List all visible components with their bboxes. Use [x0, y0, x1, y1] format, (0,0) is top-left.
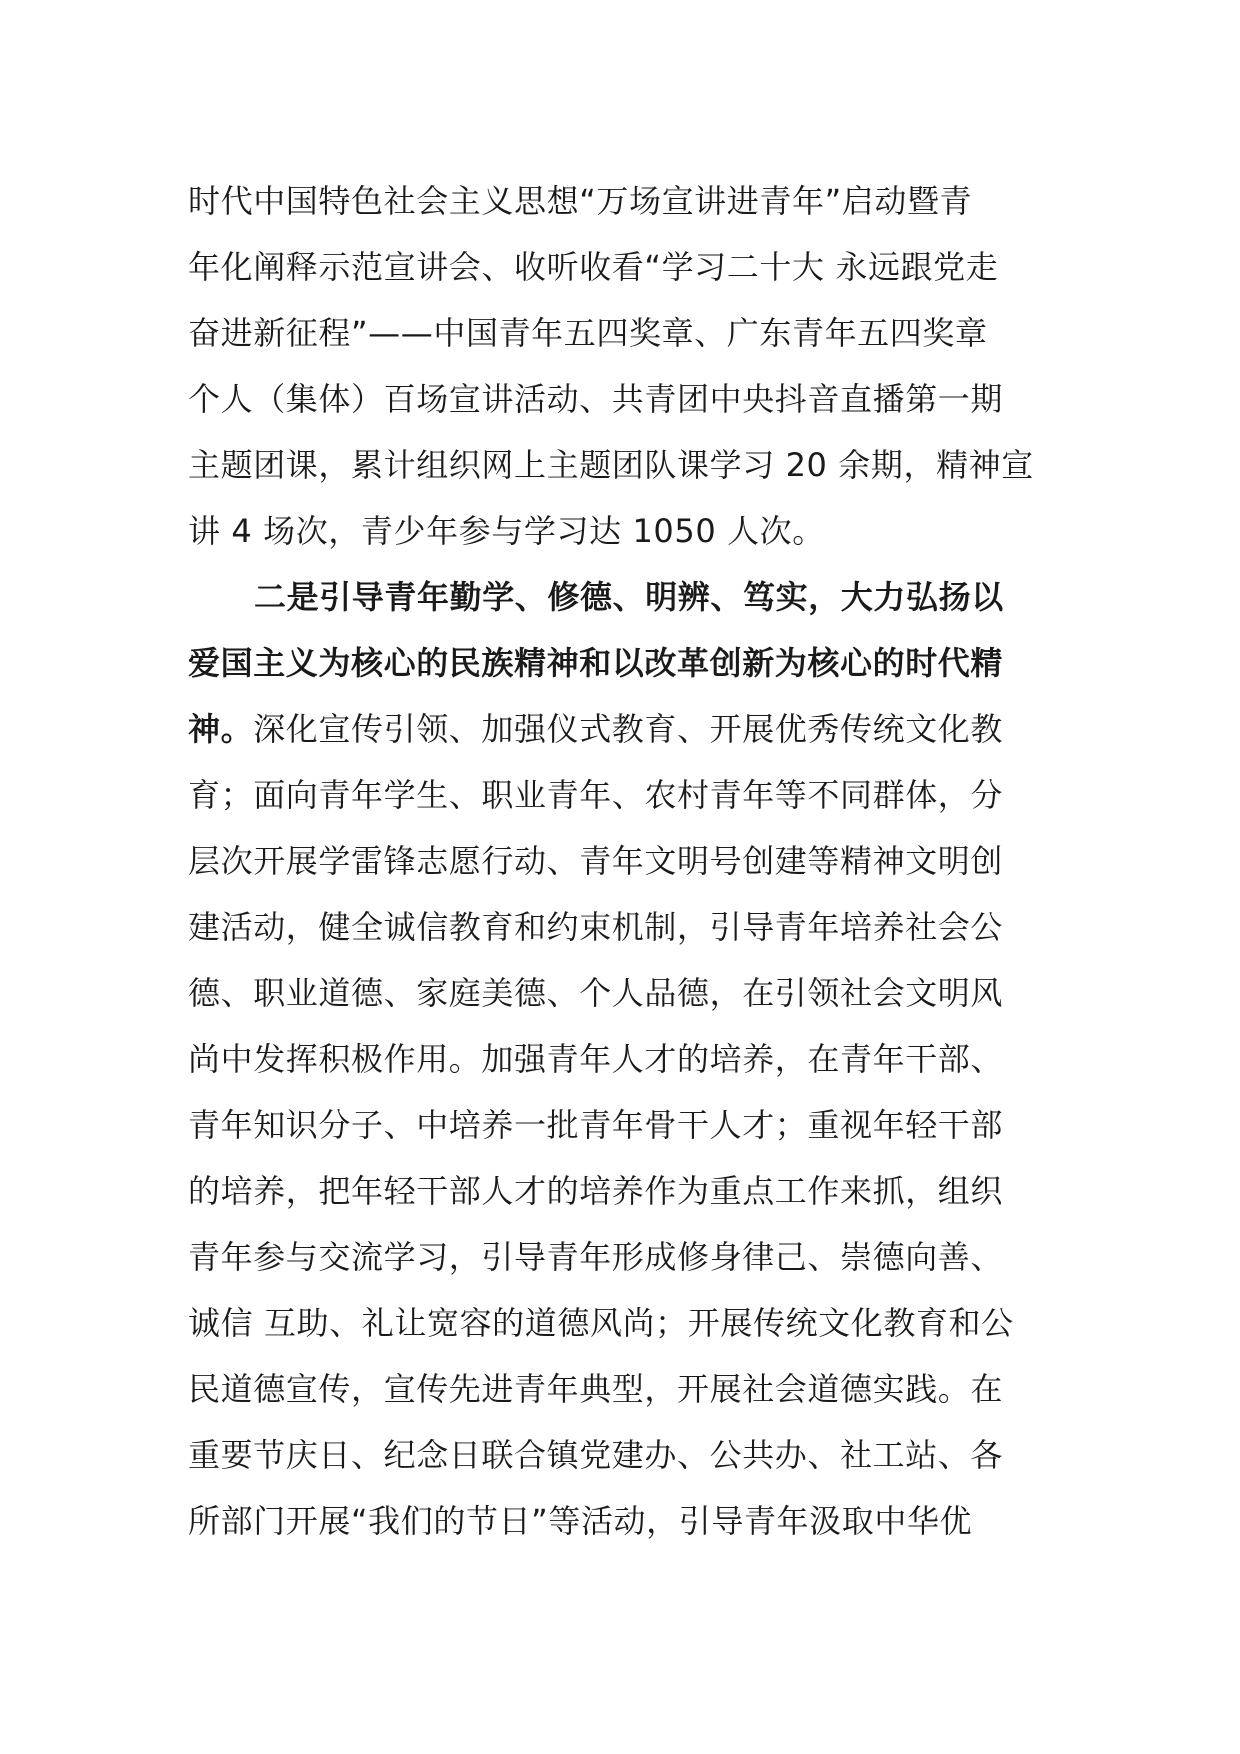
text-line: 青年知识分子、中培养一批青年骨干人才；重视年轻干部 [188, 1106, 1004, 1144]
text-line: 建活动，健全诚信教育和约束机制，引导青年培养社会公 [188, 908, 1004, 946]
section-heading-line: 二是引导青年勤学、修德、明辨、笃实，大力弘扬以 [254, 578, 1004, 616]
text-line: 所部门开展“我们的节日”等活动，引导青年汲取中华优 [188, 1502, 973, 1540]
text-line: 讲 4 场次，青少年参与学习达 1050 人次。 [188, 512, 825, 550]
paragraph-second-point [188, 564, 1058, 1554]
text-line: 奋进新征程”——中国青年五四奖章、广东青年五四奖章 [188, 314, 988, 352]
text-line: 的培养，把年轻干部人才的培养作为重点工作来抓，组织 [188, 1172, 1004, 1210]
text-line: 时代中国特色社会主义思想“万场宣讲进青年”启动暨青 [188, 182, 973, 220]
text-line: 德、职业道德、家庭美德、个人品德，在引领社会文明风 [188, 974, 1004, 1012]
document-body [188, 168, 1058, 1554]
paragraph-continued [188, 168, 1058, 564]
text-line [188, 696, 1058, 762]
text-line: 重要节庆日、纪念日联合镇党建办、公共办、社工站、各 [188, 1436, 1004, 1474]
section-heading-line: 爱国主义为核心的民族精神和以改革创新为核心的时代精 [188, 644, 1004, 682]
text-line: 青年参与交流学习，引导青年形成修身律己、崇德向善、 [188, 1238, 1004, 1276]
section-heading-end: 神。 [188, 710, 254, 748]
text-line: 诚信 互助、礼让宽容的道德风尚；开展传统文化教育和公 [188, 1304, 1014, 1342]
text-line: 育；面向青年学生、职业青年、农村青年等不同群体，分 [188, 776, 1004, 814]
text-line: 个人（集体）百场宣讲活动、共青团中央抖音直播第一期 [188, 380, 1004, 418]
text-line: 年化阐释示范宣讲会、收听收看“学习二十大 永远跟党走 [188, 248, 999, 286]
text-line: 尚中发挥积极作用。加强青年人才的培养，在青年干部、 [188, 1040, 1004, 1078]
text-line-rest: 深化宣传引领、加强仪式教育、开展优秀传统文化教 [253, 710, 1004, 748]
text-line: 主题团课，累计组织网上主题团队课学习 20 余期，精神宣 [188, 446, 1034, 484]
text-line: 层次开展学雷锋志愿行动、青年文明号创建等精神文明创 [188, 842, 1004, 880]
text-line: 民道德宣传，宣传先进青年典型，开展社会道德实践。在 [188, 1370, 1004, 1408]
